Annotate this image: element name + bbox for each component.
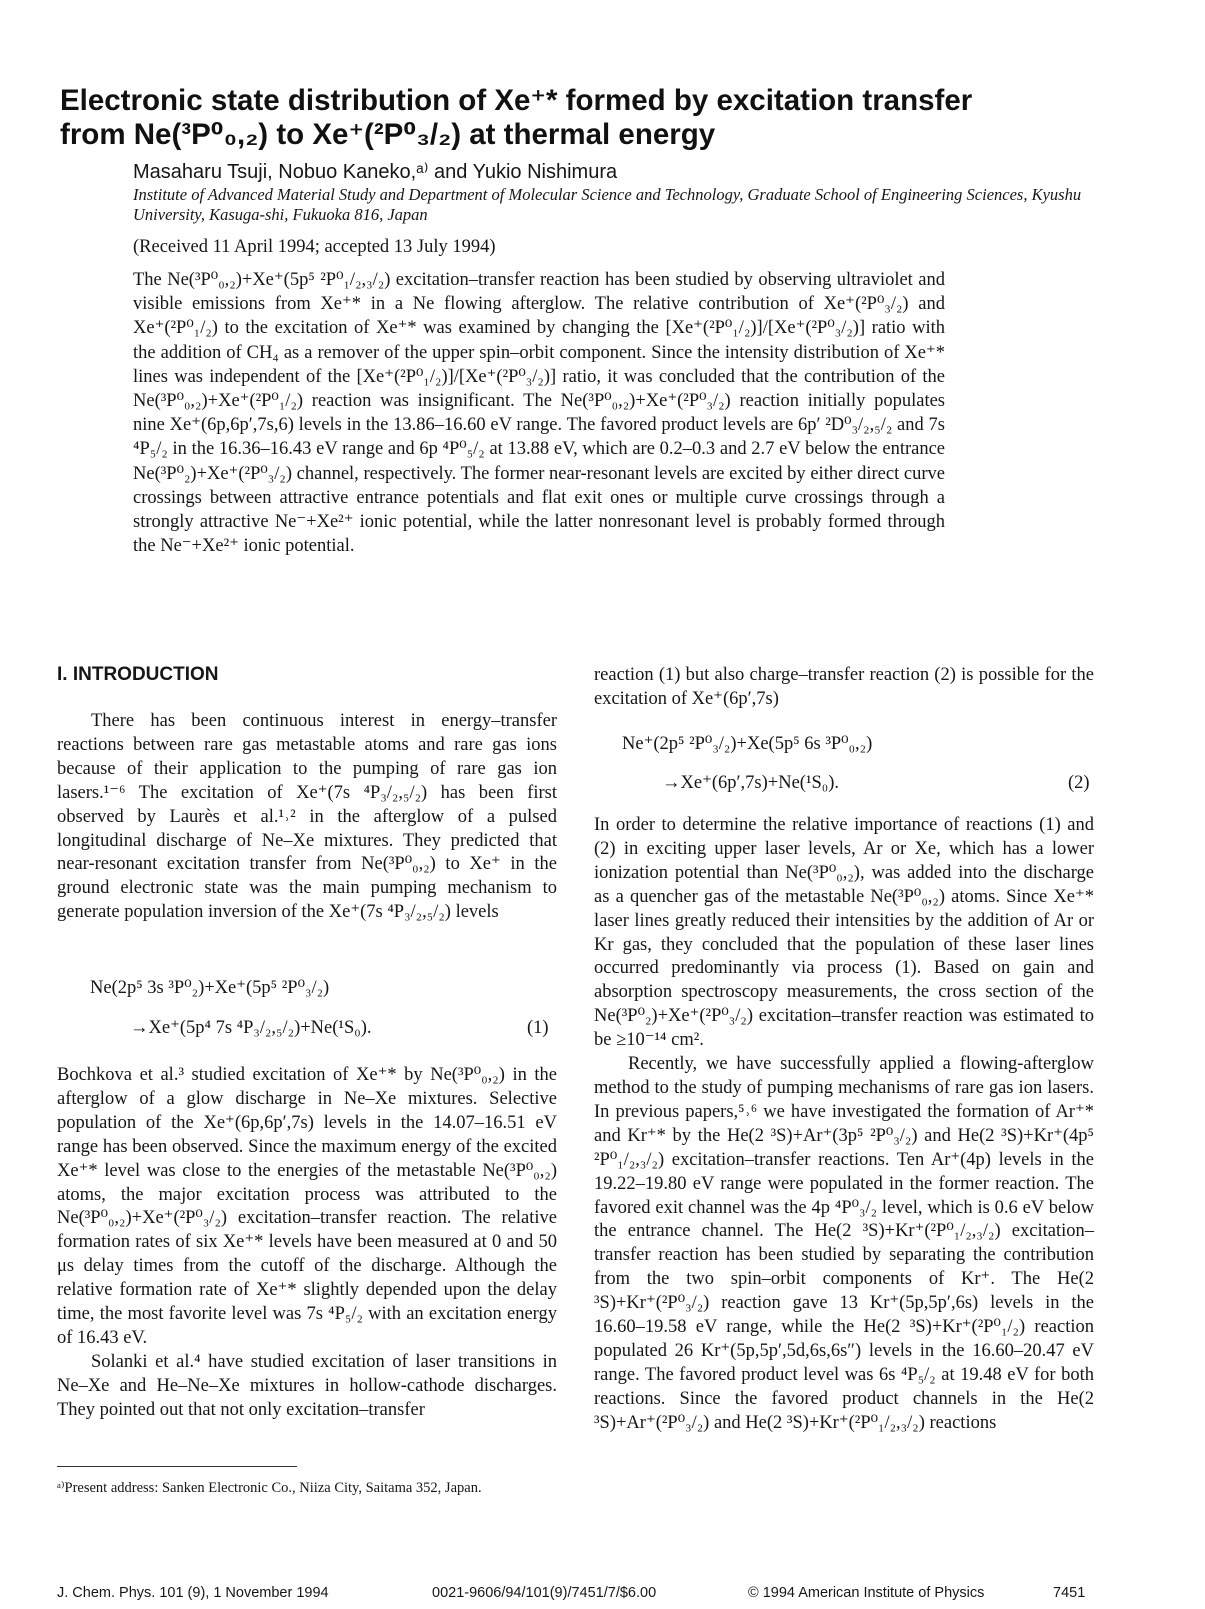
intro-paragraph-3: Solanki et al.⁴ have studied excitation of laser transitions in Ne–Xe and He–Ne–Xe mixtures in hollow-cathode discharges. They pointed out that not only excitation–transfer xyxy=(57,1351,557,1420)
article-title xyxy=(60,84,1160,152)
footer-page-number: 7451 xyxy=(1053,1585,1086,1601)
affiliation: Institute of Advanced Material Study and Department of Molecular Science and Technology, Graduate School of Engineering Sciences, Kyushu University, Kasuga-shi, Fukuoka 816, Japan xyxy=(133,185,1082,224)
footnote-rule xyxy=(57,1466,297,1467)
title-line-1: Electronic state distribution of Xe⁺* formed by excitation transfer xyxy=(60,84,973,117)
intro-paragraph-6: Recently, we have successfully applied a flowing-afterglow method to the study of pumping mechanisms of rare gas ion lasers. In previous papers,⁵˒⁶ we have investigated the formation of Ar⁺* and Kr⁺* by the He(2 ³S)+Ar⁺(3p⁵ ²P⁰₃/₂) and He(2 ³S)+Kr⁺(4p⁵ ²P⁰₁/₂,₃/₂) excitation–transfer reactions. Ten Ar⁺(4p) levels in the 19.22–19.80 eV range were populated in the former reaction. The favored exit channel was the 4p ⁴P⁰₃/₂ level, which is 0.6 eV below the entrance channel. The He(2 ³S)+Kr⁺(²P⁰₁/₂,₃/₂) excitation–transfer reaction has been studied by separating the contribution from the two spin–orbit components of Kr⁺. The He(2 ³S)+Kr⁺(²P⁰₃/₂) reaction gave 13 Kr⁺(5p,5p′,6s) levels in the 16.60–19.58 eV range, while the He(2 ³S)+Kr⁺(²P⁰₁/₂) reaction populated 26 Kr⁺(5p,5p′,5d,6s,6s″) levels in the 16.60–20.47 eV range. The favored product level was 6s ⁴P₅/₂ at 19.48 eV for both reactions. Since the favored product channels in the He(2 ³S)+Ar⁺(²P⁰₃/₂) and He(2 ³S)+Kr⁺(²P⁰₁/₂,₃/₂) reactions xyxy=(594,1054,1094,1433)
right-column-block-1 xyxy=(594,664,1094,712)
equation-1-number: (1) xyxy=(527,1018,549,1038)
equation-2-line-1: Ne⁺(2p⁵ ²P⁰₃/₂)+Xe(5p⁵ 6s ³P⁰₀,₂) xyxy=(622,734,873,754)
footnote: ᵃ⁾Present address: Sanken Electronic Co., Niiza City, Saitama 352, Japan. xyxy=(57,1480,482,1496)
footer-copyright: © 1994 American Institute of Physics xyxy=(748,1585,985,1601)
left-column-block-1 xyxy=(57,710,557,925)
author-list: Masaharu Tsuji, Nobuo Kaneko,ᵃ⁾ and Yukio Nishimura xyxy=(133,161,618,183)
intro-paragraph-2: Bochkova et al.³ studied excitation of Xe⁺* by Ne(³P⁰₀,₂) in the afterglow of a glow discharge in Ne–Xe mixtures. Selective population of the Xe⁺(6p,6p′,7s) levels in the 14.07–16.51 eV range has been observed. Since the maximum energy of the excited Xe⁺* level was close to the energies of the metastable Ne(³P⁰₀,₂) atoms, the major excitation process was attributed to the Ne(³P⁰₀,₂)+Xe⁺(²P⁰₃/₂) excitation–transfer reaction. The relative formation rates of six Xe⁺* levels have been measured at 0 and 50 μs delay times from the cutoff of the discharge. Although the relative formation rate of Xe⁺* slightly depended upon the delay time, the most favorite level was 7s ⁴P₅/₂ with an excitation energy of 16.43 eV. xyxy=(57,1065,557,1348)
section-heading-introduction: I. INTRODUCTION xyxy=(57,664,219,685)
footer-article-code: 0021-9606/94/101(9)/7451/7/$6.00 xyxy=(432,1585,657,1601)
intro-paragraph-5: In order to determine the relative importance of reactions (1) and (2) in exciting upper laser levels, Ar or Xe, which has a lower ionization potential than Ne(³P⁰₀,₂), was added into the discharge as a quencher gas of the metastable Ne(³P⁰₀,₂) atoms. Since Xe⁺* laser lines greatly reduced their intensities by the addition of Ar or Kr gas, they concluded that the population of these laser lines occurred predominantly via process (1). Based on gain and absorption spectroscopy measurements, the cross section of the Ne(³P⁰₂)+Xe⁺(²P⁰₃/₂) excitation–transfer reaction was estimated to be ≥10⁻¹⁴ cm². xyxy=(594,815,1094,1051)
equation-2-number: (2) xyxy=(1068,773,1090,793)
equation-1-line-1: Ne(2p⁵ 3s ³P⁰₂)+Xe⁺(5p⁵ ²P⁰₃/₂) xyxy=(90,978,330,998)
title-line-2: from Ne(³P⁰₀,₂) to Xe⁺(²P⁰₃/₂) at thermal energy xyxy=(60,118,716,151)
right-column-block-2 xyxy=(594,814,1094,1436)
intro-paragraph-1: There has been continuous interest in energy–transfer reactions between rare gas metastable atoms and rare gas ions because of their application to the pumping of rare gas ion lasers.¹⁻⁶ The excitation of Xe⁺(7s ⁴P₃/₂,₅/₂) has been first observed by Laurès et al.¹˒² in the afterglow of a pulsed longitudinal discharge of Ne–Xe mixtures. They predicted that near-resonant excitation transfer from Ne(³P⁰₀,₂) to Xe⁺ in the ground electronic state was the main pumping mechanism to generate population inversion of the Xe⁺(7s ⁴P₃/₂,₅/₂) levels xyxy=(57,711,557,923)
abstract: The Ne(³P⁰₀,₂)+Xe⁺(5p⁵ ²P⁰₁/₂,₃/₂) excitation–transfer reaction has been studied by observing ultraviolet and visible emissions from Xe⁺* in a Ne flowing afterglow. The relative contribution of Xe⁺(²P⁰₃/₂) and Xe⁺(²P⁰₁/₂) to the excitation of Xe⁺* was examined by changing the [Xe⁺(²P⁰₁/₂)]/[Xe⁺(²P⁰₃/₂)] ratio with the addition of CH₄ as a remover of the upper spin–orbit component. Since the intensity distribution of Xe⁺* lines was independent of the [Xe⁺(²P⁰₁/₂)]/[Xe⁺(²P⁰₃/₂)] ratio, it was concluded that the contribution of the Ne(³P⁰₀,₂)+Xe⁺(²P⁰₁/₂) reaction was insignificant. The Ne(³P⁰₀,₂)+Xe⁺(²P⁰₃/₂) reaction initially populates nine Xe⁺(6p,6p′,7s,6) levels in the 13.86–16.60 eV range. The favored product levels are 6p′ ²D⁰₃/₂,₅/₂ and 7s ⁴P₅/₂ in the 16.36–16.43 eV range and 6p ⁴P⁰₅/₂ at 13.88 eV, which are 0.2–0.3 and 2.7 eV below the entrance Ne(³P⁰₂)+Xe⁺(²P⁰₃/₂) channel, respectively. The former near-resonant levels are excited by either direct curve crossings between attractive entrance potentials and flat exit ones or multiple curve crossings through a strongly attractive Ne⁻+Xe²⁺ ionic potential, while the latter nonresonant level is probably formed through the Ne⁻+Xe²⁺ ionic potential. xyxy=(133,270,945,557)
left-column-block-2 xyxy=(57,1064,557,1423)
footer-journal-citation: J. Chem. Phys. 101 (9), 1 November 1994 xyxy=(57,1585,329,1601)
received-dates: (Received 11 April 1994; accepted 13 July 1994) xyxy=(133,237,496,257)
intro-paragraph-4: reaction (1) but also charge–transfer reaction (2) is possible for the excitation of Xe⁺(6p′,7s) xyxy=(594,665,1094,709)
equation-2-line-2: →Xe⁺(6p′,7s)+Ne(¹S₀). xyxy=(662,773,840,793)
equation-1-line-2: →Xe⁺(5p⁴ 7s ⁴P₃/₂,₅/₂)+Ne(¹S₀). xyxy=(130,1018,372,1038)
